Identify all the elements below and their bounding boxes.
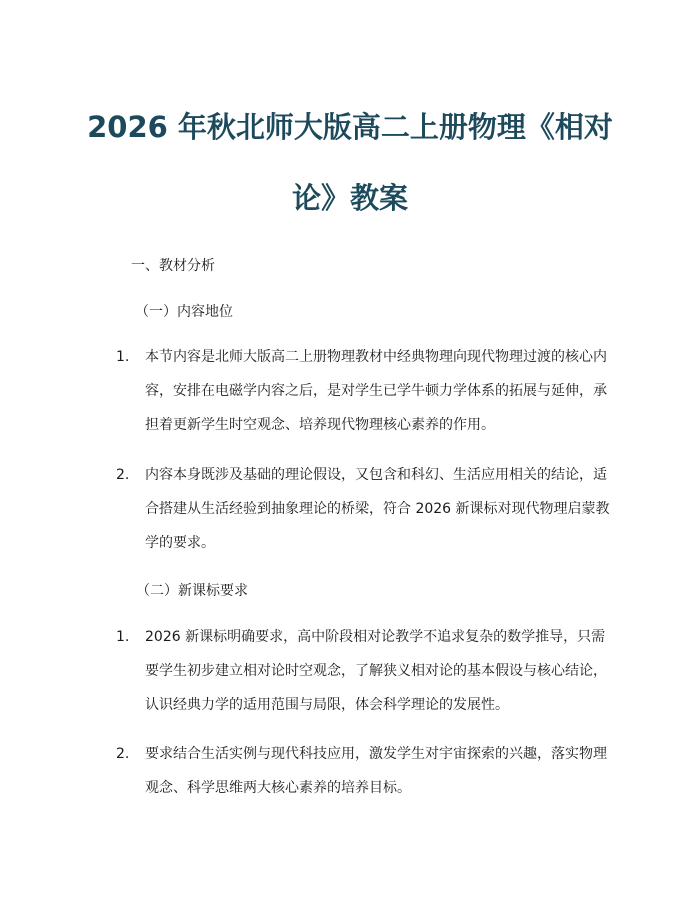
list-item-line: 学的要求。 [145, 535, 215, 551]
list-item [116, 458, 626, 560]
section-heading: 一、教材分析 [131, 258, 215, 274]
subsection-heading-content-position: （一）内容地位 [135, 304, 233, 320]
list-item [116, 340, 626, 442]
list-item-number: 2. [116, 467, 130, 483]
list-item-line: 要求结合生活实例与现代科技应用，激发学生对宇宙探索的兴趣，落实物理 [145, 746, 607, 762]
list-item-line: 担着更新学生时空观念、培养现代物理核心素养的作用。 [145, 417, 495, 433]
list-item-line: 2026 新课标明确要求，高中阶段相对论教学不追求复杂的数学推导，只需 [145, 629, 606, 645]
list-item-line: 本节内容是北师大版高二上册物理教材中经典物理向现代物理过渡的核心内 [145, 349, 607, 365]
list-item-line: 合搭建从生活经验到抽象理论的桥梁，符合 2026 新课标对现代物理启蒙教 [145, 501, 610, 517]
subsection-heading-curriculum-requirements: （二）新课标要求 [136, 583, 248, 599]
list-item [116, 737, 626, 805]
document-title-line-1: 2026 年秋北师大版高二上册物理《相对 [87, 110, 613, 144]
list-item-line: 观念、科学思维两大核心素养的培养目标。 [145, 780, 411, 796]
list-item-line: 内容本身既涉及基础的理论假设，又包含和科幻、生活应用相关的结论，适 [145, 467, 607, 483]
list-item-line: 认识经典力学的适用范围与局限，体会科学理论的发展性。 [145, 697, 509, 713]
list-item-number: 1. [116, 349, 130, 365]
document-title-line-2: 论》教案 [291, 181, 408, 215]
list-item-number: 2. [116, 746, 130, 762]
list-item [116, 620, 626, 722]
list-item-line: 要学生初步建立相对论时空观念，了解狭义相对论的基本假设与核心结论， [145, 663, 607, 679]
list-item-line: 容，安排在电磁学内容之后，是对学生已学牛顿力学体系的拓展与延伸，承 [145, 383, 607, 399]
list-item-number: 1. [116, 629, 130, 645]
